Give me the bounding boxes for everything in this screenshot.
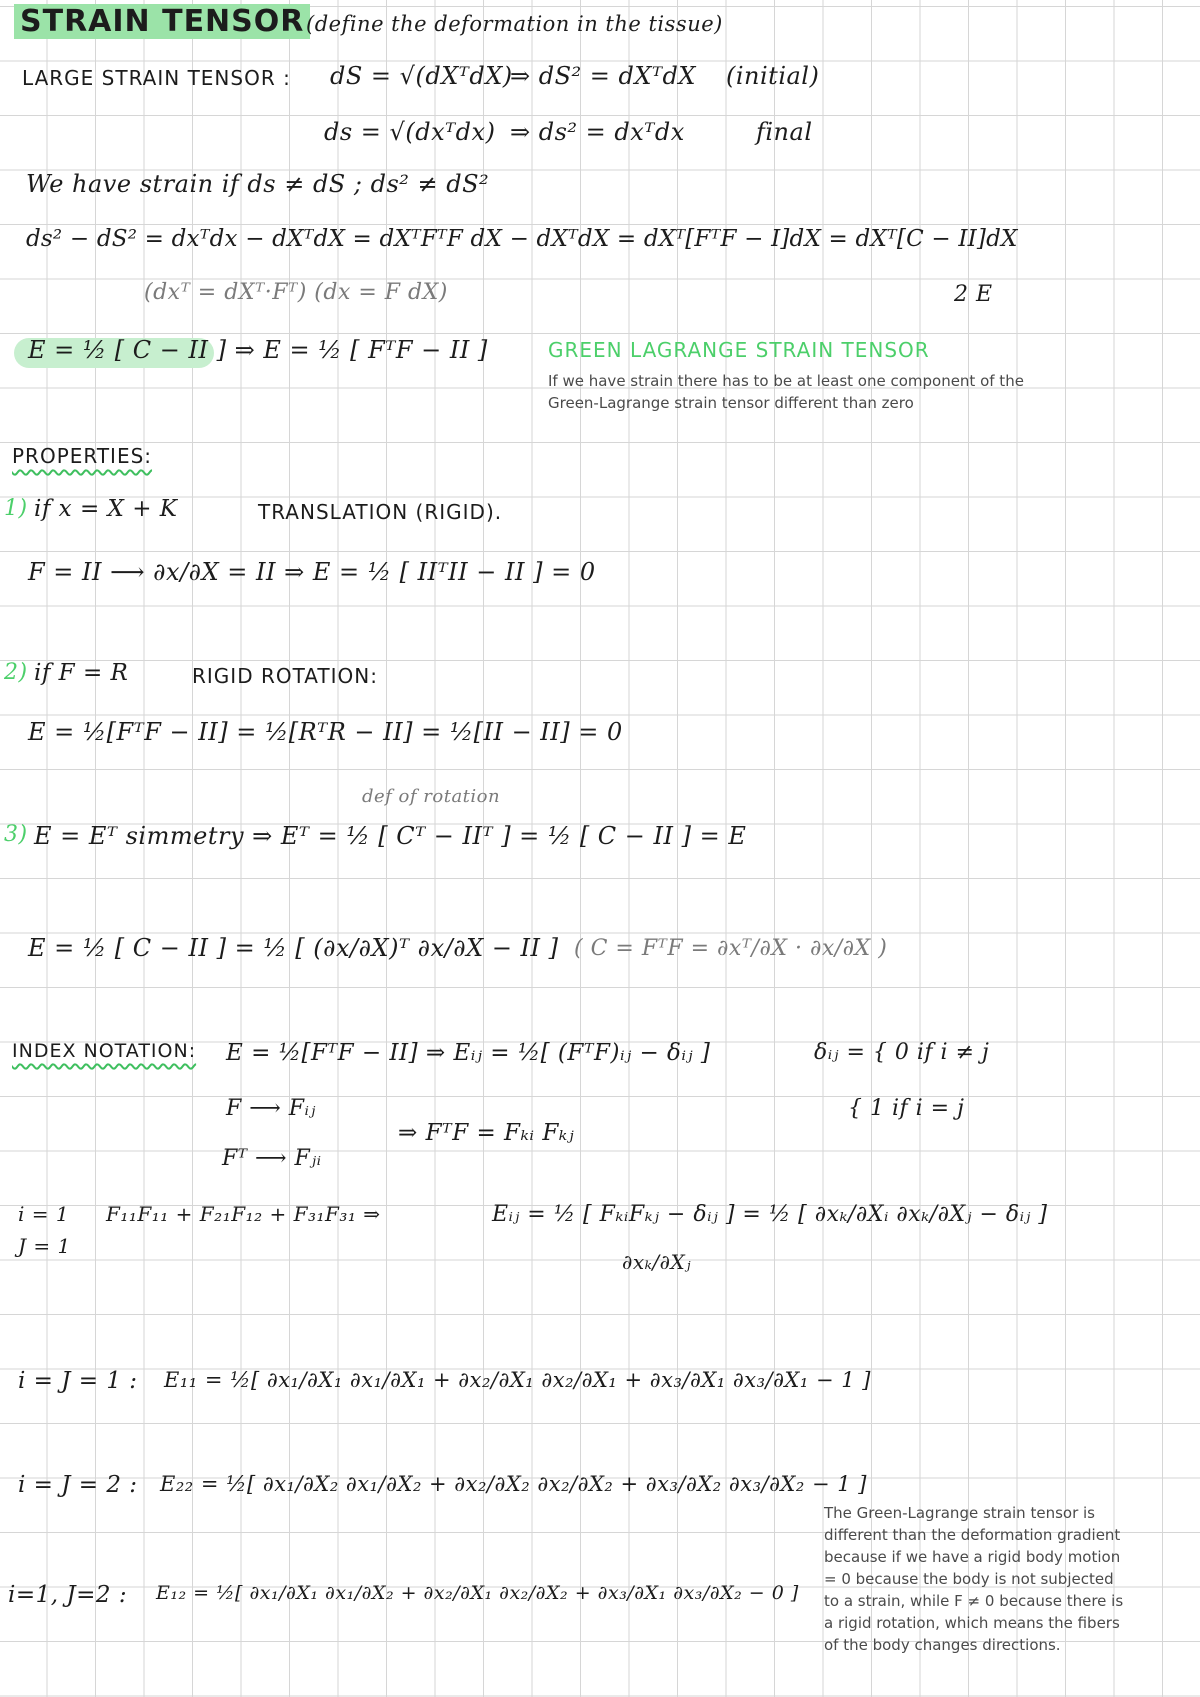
f-index-map: F ⟶ Fᵢⱼ	[226, 1096, 316, 1121]
property-1-tag: TRANSLATION (RIGID).	[258, 500, 503, 524]
large-strain-label: LARGE STRAIN TENSOR :	[22, 66, 291, 90]
property-3-result: E = Eᵀ simmetry ⇒ Eᵀ = ½ [ Cᵀ − IIᵀ ] = ½ [ C − II ] = E	[34, 822, 747, 850]
initial-length-eq: dS = √(dXᵀdX)	[330, 62, 513, 90]
green-lagrange-title: GREEN LAGRANGE STRAIN TENSOR	[548, 338, 930, 362]
property-1-result: F = II ⟶ ∂x/∂X = II ⇒ E = ½ [ IIᵀII − II ] = 0	[28, 558, 596, 586]
page-title	[14, 4, 310, 39]
green-lagrange-definition: E = ½ [ C − II ] ⇒ E = ½ [ FᵀF − II ]	[28, 336, 488, 364]
derivation-equation: ds² − dS² = dxᵀdx − dXᵀdX = dXᵀFᵀF dX − dXᵀdX = dXᵀ[FᵀF − I]dX = dXᵀ[C − II]dX	[26, 226, 1018, 252]
ij-label-i: i = 1	[18, 1202, 70, 1226]
e22-label: i = J = 2 :	[18, 1472, 138, 1498]
ft-index-map: Fᵀ ⟶ Fⱼᵢ	[222, 1146, 322, 1171]
ij-label-j: J = 1	[18, 1234, 71, 1258]
bottom-note: The Green-Lagrange strain tensor is different than the deformation gradient because if we have a rigid body motion = 0 because the body is not subjected to a strain, while F ≠ 0 because there is a rigid rotation, which means the fibers of the body changes directions.	[824, 1504, 1124, 1654]
index-notation-equation: E = ½[FᵀF − II] ⇒ Eᵢⱼ = ½[ (FᵀF)ᵢⱼ − δᵢⱼ ]	[226, 1040, 711, 1066]
sum-example: F₁₁F₁₁ + F₂₁F₁₂ + F₃₁F₃₁ ⇒	[106, 1202, 381, 1226]
property-2-result: E = ½[FᵀF − II] = ½[RᵀR − II] = ½[II − II] = 0	[28, 718, 623, 746]
final-length-eq: ds = √(dxᵀdx)	[324, 118, 496, 146]
kronecker-delta-line2: { 1 if i = j	[848, 1096, 965, 1121]
e22-equation: E₂₂ = ½[ ∂x₁/∂X₂ ∂x₁/∂X₂ + ∂x₂/∂X₂ ∂x₂/∂X₂ + ∂x₃/∂X₂ ∂x₃/∂X₂ − 1 ]	[160, 1472, 867, 1496]
e12-equation: E₁₂ = ½[ ∂x₁/∂X₁ ∂x₁/∂X₂ + ∂x₂/∂X₁ ∂x₂/∂X₂ + ∂x₃/∂X₁ ∂x₃/∂X₂ − 0 ]	[156, 1582, 799, 1604]
title-note: (define the deformation in the tissue)	[306, 12, 723, 36]
property-1-number: 1)	[4, 496, 28, 521]
fkj-underbrace-note: ∂xₖ/∂Xⱼ	[622, 1250, 692, 1274]
final-tag: final	[756, 118, 813, 146]
green-lagrange-note: If we have strain there has to be at least one component of the Green-Lagrange strain tensor different than zero	[548, 372, 1024, 412]
properties-title: PROPERTIES:	[12, 444, 153, 468]
eij-full-expression: Eᵢⱼ = ½ [ FₖᵢFₖⱼ − δᵢⱼ ] = ½ [ ∂xₖ/∂Xᵢ ∂xₖ/∂Xⱼ − δᵢⱼ ]	[492, 1202, 1048, 1227]
index-notation-title: INDEX NOTATION:	[12, 1040, 197, 1062]
property-1-condition: if x = X + K	[34, 496, 178, 522]
e11-equation: E₁₁ = ½[ ∂x₁/∂X₁ ∂x₁/∂X₁ + ∂x₂/∂X₁ ∂x₂/∂X₁ + ∂x₃/∂X₁ ∂x₃/∂X₁ − 1 ]	[164, 1368, 871, 1392]
strain-condition: We have strain if ds ≠ dS ; ds² ≠ dS²	[26, 170, 490, 198]
e11-label: i = J = 1 :	[18, 1368, 138, 1394]
final-length-result: ⇒ ds² = dxᵀdx	[510, 118, 685, 146]
kronecker-delta-line1: δᵢⱼ = { 0 if i ≠ j	[814, 1040, 990, 1065]
two-e-label: 2 E	[954, 282, 993, 307]
property-2-number: 2)	[4, 660, 28, 685]
property-2-tag: RIGID ROTATION:	[192, 664, 378, 688]
initial-length-result: ⇒ dS² = dXᵀdX	[510, 62, 697, 90]
substitution-notes: (dxᵀ = dXᵀ·Fᵀ) (dx = F dX)	[144, 280, 448, 305]
e12-label: i=1, J=2 :	[8, 1582, 128, 1608]
ftf-index-result: ⇒ FᵀF = Fₖᵢ Fₖⱼ	[398, 1120, 575, 1146]
property-2-note: def of rotation	[362, 786, 501, 807]
initial-tag: (initial)	[726, 62, 820, 90]
e-expansion: E = ½ [ C − II ] = ½ [ (∂x/∂X)ᵀ ∂x/∂X − II ]	[28, 934, 559, 962]
page-title-text: STRAIN TENSOR	[14, 4, 310, 39]
property-3-number: 3)	[4, 822, 28, 847]
property-2-condition: if F = R	[34, 660, 129, 686]
c-definition-note: ( C = FᵀF = ∂xᵀ/∂X · ∂x/∂X )	[574, 936, 888, 961]
